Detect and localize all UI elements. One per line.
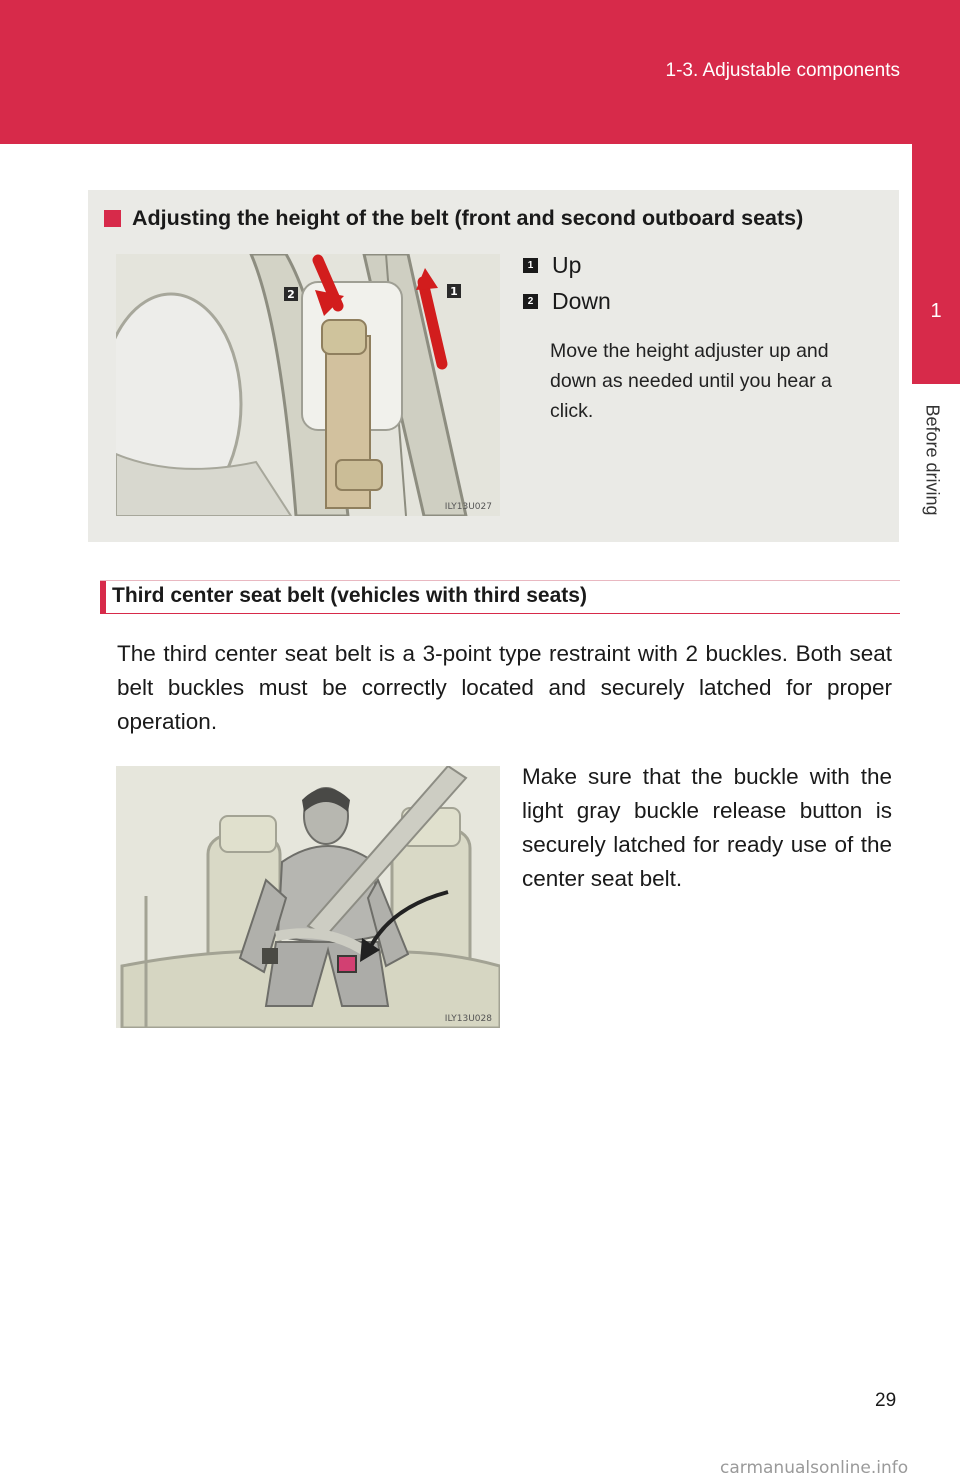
section-heading-text: Third center seat belt (vehicles with third seats) (112, 584, 587, 607)
step-label: Down (552, 288, 611, 314)
section-accent-bar (100, 581, 106, 613)
step-down (523, 288, 611, 315)
header-band (0, 0, 960, 144)
chapter-tab (912, 144, 960, 384)
site-watermark: carmanualsonline.info (720, 1458, 909, 1478)
svg-text:1: 1 (450, 285, 458, 298)
section-heading (100, 580, 900, 614)
chapter-label: Before driving (922, 404, 943, 516)
note-heading (104, 206, 803, 231)
note-heading-text: Adjusting the height of the belt (front and second outboard seats) (132, 206, 804, 230)
belt-adjuster-drawing (116, 254, 500, 516)
step-label: Up (552, 252, 582, 278)
note-description: Move the height adjuster up and down as needed until you hear a click. (550, 340, 832, 422)
page-number: 29 (875, 1390, 897, 1411)
step-number-badge: 2 (523, 294, 538, 309)
figure-code: ILY13U027 (444, 502, 492, 512)
section-breadcrumb: 1-3. Adjustable components (665, 60, 900, 81)
body-paragraph-2: Make sure that the buckle with the light gray buckle release button is securely latched for ready use of the center seat belt. (522, 764, 892, 891)
seat-passenger-drawing (116, 766, 500, 1028)
center-belt-illustration (116, 766, 500, 1028)
step-number-badge: 1 (523, 258, 538, 273)
body-paragraph: The third center seat belt is a 3-point type restraint with 2 buckles. Both seat belt buckles must be correctly located and securely latched for proper operation. (117, 641, 892, 734)
figure-code: ILY13U028 (444, 1014, 492, 1024)
square-bullet-icon (104, 210, 121, 227)
chapter-number: 1 (930, 300, 942, 322)
belt-height-illustration (116, 254, 500, 516)
svg-text:2: 2 (287, 288, 295, 301)
step-up (523, 252, 581, 279)
